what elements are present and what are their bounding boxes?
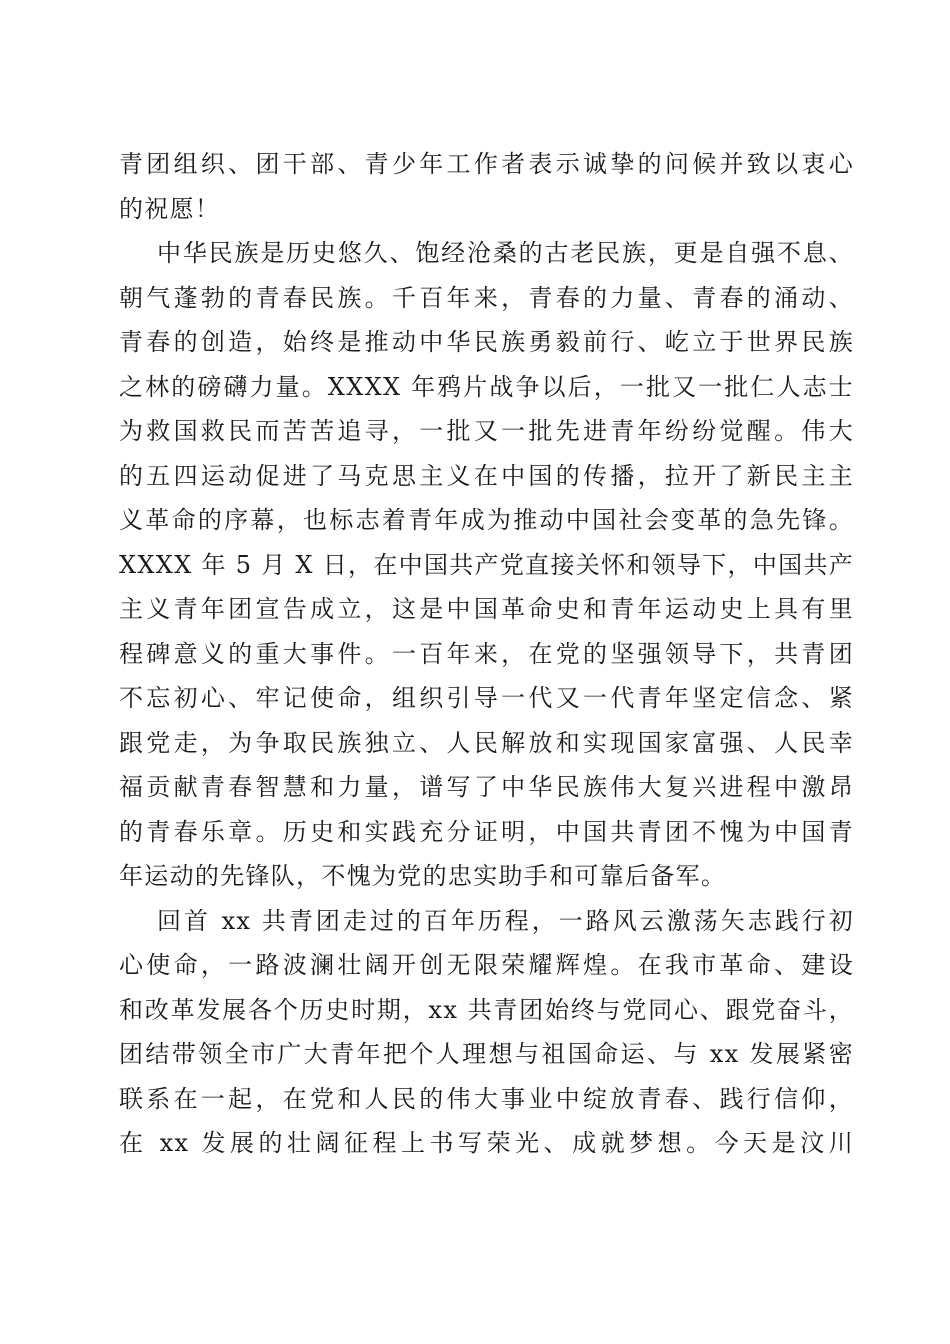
text-line: 为救国救民而苦苦追寻，一批又一批先进青年纷纷觉醒。伟大	[119, 417, 854, 445]
text-line: 跟党走，为争取民族独立、人民解放和实现国家富强、人民幸	[119, 728, 854, 757]
text-line: 团结带领全市广大青年把个人理想与祖国命运、与 xx 发展紧密	[119, 1040, 854, 1068]
text-line: 主义青年团宣告成立，这是中国革命史和青年运动史上具有里	[119, 595, 854, 623]
paragraph-3	[119, 899, 854, 1166]
text-line: 的青春乐章。历史和实践充分证明，中国共青团不愧为中国青	[119, 817, 854, 846]
text-line: 联系在一起，在党和人民的伟大事业中绽放青春、践行信仰，	[119, 1084, 854, 1113]
text-line: 义革命的序幕，也标志着青年成为推动中国社会变革的急先锋。	[119, 506, 854, 534]
text-line: 青春的创造，始终是推动中华民族勇毅前行、屹立于世界民族	[119, 328, 854, 356]
text-line: 之林的磅礴力量。XXXX 年鸦片战争以后，一批又一批仁人志士	[119, 372, 854, 401]
paragraph-1	[119, 142, 854, 231]
text-line: 的祝愿！	[119, 194, 221, 223]
text-line: XXXX 年 5 月 X 日，在中国共产党直接关怀和领导下，中国共产	[119, 550, 855, 579]
text-line: 青团组织、团干部、青少年工作者表示诚挚的问候并致以衷心	[119, 150, 854, 178]
text-line: 和改革发展各个历史时期，xx 共青团始终与党同心、跟党奋斗，	[119, 995, 854, 1024]
text-line: 在 xx 发展的壮阔征程上书写荣光、成就梦想。今天是汶川	[119, 1129, 854, 1157]
document-body	[119, 142, 854, 1166]
text-line: 不忘初心、牢记使命，组织引导一代又一代青年坚定信念、紧	[119, 684, 854, 712]
text-line: 中华民族是历史悠久、饱经沧桑的古老民族，更是自强不息、	[157, 239, 854, 267]
text-line: 的五四运动促进了马克思主义在中国的传播，拉开了新民主主	[119, 461, 854, 490]
text-line: 福贡献青春智慧和力量，谱写了中华民族伟大复兴进程中激昂	[119, 773, 854, 801]
text-line: 心使命，一路波澜壮阔开创无限荣耀辉煌。在我市革命、建设	[119, 951, 854, 979]
text-line: 年运动的先锋队，不愧为党的忠实助手和可靠后备军。	[119, 862, 727, 890]
text-line: 朝气蓬勃的青春民族。千百年来，青春的力量、青春的涌动、	[119, 283, 854, 312]
text-line: 程碑意义的重大事件。一百年来，在党的坚强领导下，共青团	[119, 639, 854, 668]
text-line: 回首 xx 共青团走过的百年历程，一路风云激荡矢志践行初	[157, 906, 854, 935]
paragraph-2	[119, 231, 854, 899]
